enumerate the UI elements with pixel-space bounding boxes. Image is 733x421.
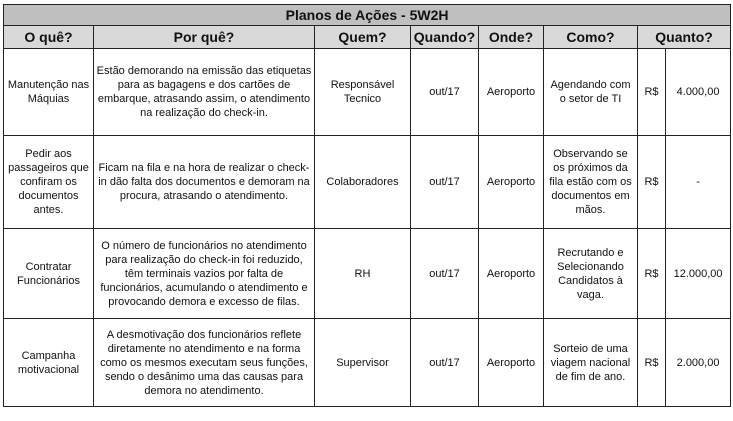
table-row — [4, 229, 731, 319]
table-title: Planos de Ações - 5W2H — [4, 5, 731, 26]
cell-when: out/17 — [411, 136, 479, 229]
header-row — [4, 26, 731, 49]
cell-what: Campanha motivacional — [4, 319, 94, 407]
action-plan-table — [3, 4, 731, 407]
cell-when: out/17 — [411, 319, 479, 407]
cell-who: Supervisor — [315, 319, 411, 407]
table-row — [4, 136, 731, 229]
header-when: Quando? — [411, 26, 479, 49]
table-row — [4, 319, 731, 407]
cell-currency: R$ — [638, 319, 666, 407]
cell-where: Aeroporto — [479, 136, 544, 229]
cell-currency: R$ — [638, 136, 666, 229]
cell-when: out/17 — [411, 49, 479, 136]
header-where: Onde? — [479, 26, 544, 49]
cell-why: A desmotivação dos funcionários reflete diretamente no atendimento e na forma como os mesmos executam seus funções, sendo o desânimo uma das causas para demora no atendimento. — [94, 319, 315, 407]
cell-how: Recrutando e Selecionando Candidatos à vaga. — [544, 229, 638, 319]
header-how: Como? — [544, 26, 638, 49]
cell-amount: 4.000,00 — [666, 49, 731, 136]
cell-where: Aeroporto — [479, 229, 544, 319]
header-who: Quem? — [315, 26, 411, 49]
title-row — [4, 5, 731, 26]
cell-who: Responsável Tecnico — [315, 49, 411, 136]
cell-who: Colaboradores — [315, 136, 411, 229]
header-how-much: Quanto? — [638, 26, 731, 49]
cell-why: Estão demorando na emissão das etiquetas para as bagagens e dos cartões de embarque, atrasando assim, o atendimento na realização do check-in. — [94, 49, 315, 136]
cell-why: Ficam na fila e na hora de realizar o check-in dão falta dos documentos e demoram na procura, atrasando o atendimento. — [94, 136, 315, 229]
cell-what: Manutenção nas Máquias — [4, 49, 94, 136]
cell-how: Agendando com o setor de TI — [544, 49, 638, 136]
table-row — [4, 49, 731, 136]
cell-amount: 2.000,00 — [666, 319, 731, 407]
header-why: Por quê? — [94, 26, 315, 49]
cell-when: out/17 — [411, 229, 479, 319]
cell-amount: 12.000,00 — [666, 229, 731, 319]
cell-why: O número de funcionários no atendimento para realização do check-in foi reduzido, têm terminais vazios por falta de funcionários, acumulando o atendimento e provocando demora e excesso de filas. — [94, 229, 315, 319]
cell-who: RH — [315, 229, 411, 319]
cell-amount: - — [666, 136, 731, 229]
cell-where: Aeroporto — [479, 49, 544, 136]
cell-how: Observando se os próximos da fila estão com os documentos em mãos. — [544, 136, 638, 229]
cell-currency: R$ — [638, 229, 666, 319]
cell-currency: R$ — [638, 49, 666, 136]
cell-how: Sorteio de uma viagem nacional de fim de ano. — [544, 319, 638, 407]
cell-what: Pedir aos passageiros que confiram os documentos antes. — [4, 136, 94, 229]
cell-what: Contratar Funcionários — [4, 229, 94, 319]
header-what: O quê? — [4, 26, 94, 49]
cell-where: Aeroporto — [479, 319, 544, 407]
